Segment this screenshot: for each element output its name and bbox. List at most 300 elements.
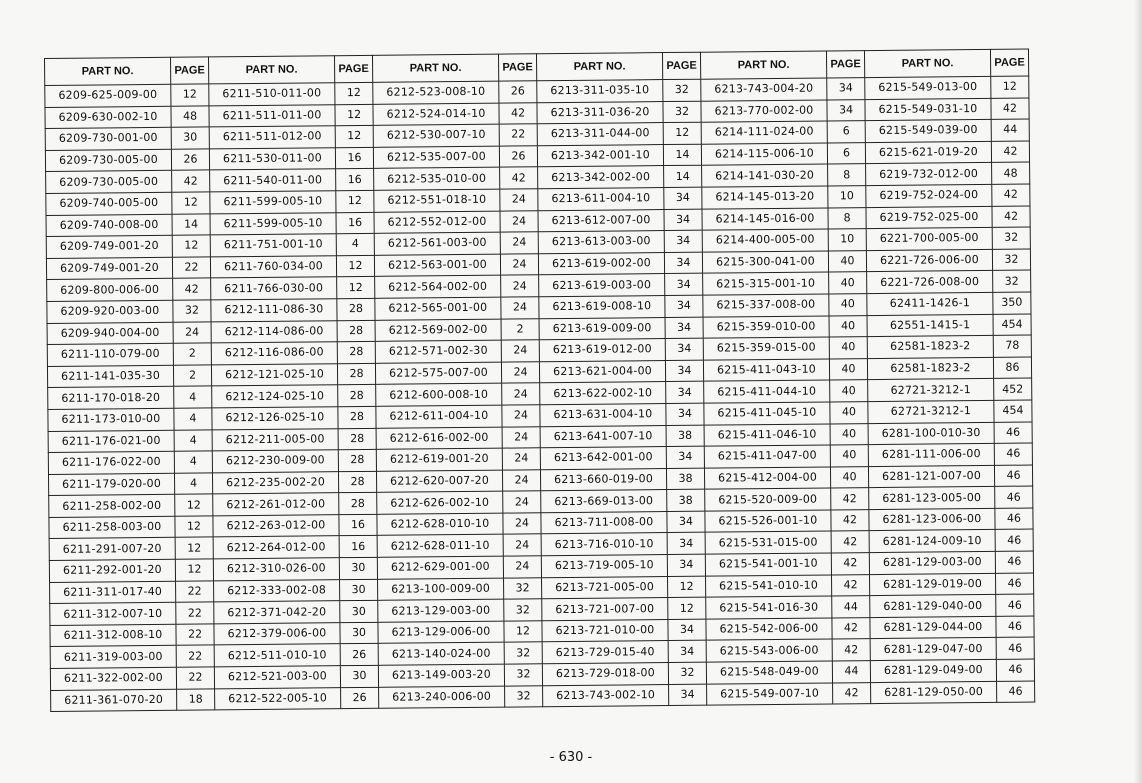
page-cell: 454	[994, 400, 1032, 422]
part-number-cell: 6209-625-009-00	[45, 84, 171, 107]
part-number-cell: 6215-411-046-10	[704, 423, 830, 446]
page-cell: 46	[995, 573, 1033, 595]
part-number-cell: 6215-548-049-00	[706, 661, 832, 684]
part-number-cell: 6211-170-018-20	[48, 387, 174, 410]
page-cell: 44	[832, 596, 870, 618]
page-cell: 42	[831, 553, 869, 575]
page-cell: 34	[666, 446, 704, 468]
page-cell: 12	[335, 126, 373, 148]
page-cell: 28	[338, 428, 376, 450]
page-cell: 40	[829, 358, 867, 380]
page-cell: 4	[174, 451, 212, 473]
part-number-cell: 6209-740-008-00	[46, 214, 172, 237]
part-number-cell: 6213-729-018-00	[542, 663, 668, 686]
part-number-cell: 6212-571-002-30	[375, 340, 501, 363]
part-number-cell: 6213-619-009-00	[539, 317, 665, 340]
page-cell: 26	[171, 149, 209, 171]
page-cell: 34	[666, 381, 704, 403]
part-number-cell: 6213-140-024-00	[378, 643, 504, 666]
part-number-cell: 6281-123-006-00	[869, 508, 995, 531]
part-number-cell: 6212-611-004-10	[376, 405, 502, 428]
part-number-cell: 6213-729-015-40	[542, 641, 668, 664]
page-header: PAGE	[990, 49, 1028, 76]
page-header: PAGE	[826, 51, 864, 78]
page-cell: 34	[664, 209, 702, 231]
page-cell: 38	[666, 468, 704, 490]
part-number-cell: 6211-258-003-00	[49, 516, 175, 539]
part-number-cell: 6209-800-006-00	[47, 279, 173, 302]
part-number-cell: 6212-551-018-10	[374, 189, 500, 212]
page-cell: 44	[991, 119, 1029, 141]
part-number-cell: 6211-766-030-00	[211, 277, 337, 300]
part-number-cell: 6211-511-011-00	[209, 104, 335, 127]
part-number-cell: 6215-526-001-10	[705, 510, 831, 533]
page-cell: 24	[501, 297, 539, 319]
part-number-cell: 6212-263-012-00	[213, 515, 339, 538]
part-number-cell: 6212-523-008-10	[373, 81, 499, 104]
page-cell: 12	[175, 494, 213, 516]
part-number-cell: 6212-524-014-10	[373, 103, 499, 126]
parts-index-table-container	[44, 58, 1029, 712]
part-number-cell: 6212-261-012-00	[213, 493, 339, 516]
part-number-cell: 6212-535-007-00	[373, 146, 499, 169]
part-number-cell: 6281-129-044-00	[870, 616, 996, 639]
page-cell: 22	[176, 667, 214, 689]
page-cell: 452	[994, 378, 1032, 400]
part-number-cell: 6213-642-001-00	[540, 447, 666, 470]
part-number-cell: 6215-541-016-30	[706, 596, 832, 619]
part-number-cell: 6281-129-047-00	[870, 638, 996, 661]
part-number-cell: 6221-700-005-00	[866, 228, 992, 251]
part-number-cell: 6215-621-019-20	[865, 141, 991, 164]
part-number-cell: 6212-124-025-10	[212, 385, 338, 408]
page-cell: 12	[991, 76, 1029, 98]
page-cell: 32	[504, 599, 542, 621]
part-number-cell: 62581-1823-2	[867, 357, 993, 380]
page-cell: 24	[503, 513, 541, 535]
page-cell: 28	[337, 363, 375, 385]
page-cell: 34	[665, 360, 703, 382]
part-number-cell: 6213-770-002-00	[701, 100, 827, 123]
part-number-cell: 6212-565-001-00	[375, 297, 501, 320]
page-cell: 30	[171, 127, 209, 149]
page-cell: 12	[335, 104, 373, 126]
page-cell: 32	[505, 685, 543, 707]
part-number-cell: 6215-411-044-10	[704, 380, 830, 403]
part-number-cell: 6211-176-022-00	[48, 451, 174, 474]
page-cell: 40	[830, 445, 868, 467]
part-number-cell: 6281-111-006-00	[868, 443, 994, 466]
part-number-cell: 6213-622-002-10	[540, 382, 666, 405]
part-number-cell: 6281-129-049-00	[870, 659, 996, 682]
part-number-cell: 6212-379-006-00	[214, 623, 340, 646]
page-header: PAGE	[498, 54, 536, 81]
page-cell: 44	[832, 661, 870, 683]
page-cell: 24	[503, 534, 541, 556]
part-number-cell: 6215-549-013-00	[865, 76, 991, 99]
part-number-cell: 6214-141-030-20	[702, 164, 828, 187]
page-cell: 6	[827, 121, 865, 143]
page-cell: 24	[502, 426, 540, 448]
page-cell: 42	[499, 102, 537, 124]
page-cell: 40	[830, 380, 868, 402]
page-cell: 4	[174, 429, 212, 451]
part-number-cell: 6211-530-011-00	[209, 147, 335, 170]
page-cell: 16	[335, 147, 373, 169]
scan-edge-shadow	[1134, 0, 1142, 783]
page-cell: 46	[994, 422, 1032, 444]
part-number-cell: 6281-129-003-00	[869, 551, 995, 574]
part-number-cell: 6213-619-003-00	[539, 274, 665, 297]
part-number-cell: 6211-176-021-00	[48, 430, 174, 453]
page-cell: 34	[664, 187, 702, 209]
page-cell: 28	[337, 298, 375, 320]
part-number-cell: 6212-535-010-00	[374, 168, 500, 191]
page-cell: 28	[339, 493, 377, 515]
part-number-cell: 6209-730-005-00	[45, 149, 171, 172]
page-cell: 34	[827, 99, 865, 121]
page-cell: 32	[663, 101, 701, 123]
part-number-cell: 6212-561-003-00	[374, 232, 500, 255]
part-number-cell: 6281-129-050-00	[871, 681, 997, 704]
page-cell: 34	[667, 511, 705, 533]
page-cell: 24	[503, 556, 541, 578]
page-number: - 630 -	[549, 750, 593, 765]
page-cell: 12	[171, 84, 209, 106]
page-cell: 34	[667, 533, 705, 555]
part-number-cell: 6215-541-001-10	[705, 553, 831, 576]
page-cell: 12	[335, 82, 373, 104]
page-cell: 28	[338, 406, 376, 428]
page-cell: 24	[500, 189, 538, 211]
page-cell: 22	[499, 124, 537, 146]
part-number-cell: 6211-751-001-10	[210, 234, 336, 257]
page-header: PAGE	[170, 57, 208, 84]
part-number-cell: 6213-716-010-10	[541, 533, 667, 556]
part-number-cell: 6212-626-002-10	[377, 491, 503, 514]
part-number-cell: 6212-121-025-10	[211, 363, 337, 386]
part-number-cell: 6215-531-015-00	[705, 531, 831, 554]
part-number-cell: 6215-300-041-00	[702, 251, 828, 274]
page-cell: 40	[829, 272, 867, 294]
part-number-cell: 6213-129-006-00	[378, 621, 504, 644]
part-number-cell: 6211-599-005-10	[210, 212, 336, 235]
part-number-cell: 6214-400-005-00	[702, 229, 828, 252]
page-cell: 34	[665, 274, 703, 296]
part-number-cell: 6213-721-005-00	[542, 576, 668, 599]
part-number-cell: 6211-510-011-00	[209, 83, 335, 106]
parts-index-table	[44, 49, 1035, 713]
part-number-cell: 6213-613-003-00	[538, 231, 664, 254]
page-cell: 12	[337, 277, 375, 299]
part-number-cell: 6213-129-003-00	[378, 599, 504, 622]
page-cell: 16	[336, 169, 374, 191]
part-number-cell: 6213-612-007-00	[538, 209, 664, 232]
page-cell: 42	[173, 278, 211, 300]
part-number-cell: 6281-129-019-00	[869, 573, 995, 596]
page-cell: 34	[664, 230, 702, 252]
part-number-cell: 6211-141-035-30	[47, 365, 173, 388]
part-number-cell: 6212-116-086-00	[211, 342, 337, 365]
page-cell: 12	[175, 516, 213, 538]
part-number-cell: 6211-599-005-10	[210, 191, 336, 214]
page-cell: 10	[828, 229, 866, 251]
part-number-cell: 6213-721-010-00	[542, 619, 668, 642]
part-number-cell: 6213-711-008-00	[541, 511, 667, 534]
part-number-cell: 6212-310-026-00	[213, 558, 339, 581]
page-cell: 42	[832, 617, 870, 639]
part-number-cell: 6213-311-044-00	[537, 123, 663, 146]
page-cell: 454	[993, 314, 1031, 336]
page-cell: 42	[831, 509, 869, 531]
page-cell: 12	[668, 597, 706, 619]
page-cell: 24	[503, 491, 541, 513]
page-cell: 24	[502, 469, 540, 491]
part-number-cell: 6214-115-006-10	[701, 143, 827, 166]
page-cell: 38	[667, 489, 705, 511]
page-cell: 12	[663, 122, 701, 144]
part-number-cell: 6281-124-009-10	[869, 530, 995, 553]
part-number-cell: 6213-311-036-20	[537, 101, 663, 124]
part-number-cell: 62721-3212-1	[868, 400, 994, 423]
part-number-cell: 6211-179-020-00	[48, 473, 174, 496]
part-number-cell: 6215-359-015-00	[703, 337, 829, 360]
page-cell: 30	[339, 557, 377, 579]
page-cell: 30	[340, 579, 378, 601]
part-number-cell: 6212-629-001-00	[377, 556, 503, 579]
page-cell: 28	[337, 320, 375, 342]
part-number-cell: 6215-411-045-10	[704, 402, 830, 425]
part-number-cell: 6212-628-010-10	[377, 513, 503, 536]
part-number-cell: 6213-719-005-10	[541, 555, 667, 578]
part-number-cell: 6212-264-012-00	[213, 536, 339, 559]
page-cell: 46	[996, 616, 1034, 638]
part-number-cell: 6211-311-017-40	[50, 581, 176, 604]
part-number-cell: 6215-411-047-00	[704, 445, 830, 468]
part-number-cell: 6212-530-007-10	[373, 124, 499, 147]
page-cell: 42	[833, 682, 871, 704]
part-no-header: PART NO.	[700, 51, 826, 79]
page-cell: 26	[341, 687, 379, 709]
page-cell: 24	[501, 361, 539, 383]
page-cell: 40	[829, 337, 867, 359]
part-number-cell: 6212-600-008-10	[376, 383, 502, 406]
part-number-cell: 6211-760-034-00	[210, 255, 336, 278]
page-cell: 14	[664, 166, 702, 188]
part-number-cell: 6281-121-007-00	[868, 465, 994, 488]
page-cell: 16	[336, 212, 374, 234]
part-number-cell: 6215-411-043-10	[703, 359, 829, 382]
part-number-cell: 6209-740-005-00	[46, 192, 172, 215]
page-cell: 40	[830, 466, 868, 488]
part-number-cell: 6212-126-025-10	[212, 407, 338, 430]
page-cell: 12	[175, 537, 213, 559]
page-cell: 32	[173, 300, 211, 322]
page-cell: 34	[827, 78, 865, 100]
part-no-header: PART NO.	[45, 57, 171, 85]
page-cell: 24	[501, 340, 539, 362]
page-cell: 34	[666, 403, 704, 425]
page-cell: 46	[996, 659, 1034, 681]
page-cell: 42	[992, 206, 1030, 228]
part-number-cell: 6211-312-007-10	[50, 603, 176, 626]
page-cell: 34	[669, 684, 707, 706]
part-number-cell: 6212-564-002-00	[375, 275, 501, 298]
part-number-cell: 6212-569-002-00	[375, 319, 501, 342]
part-number-cell: 6213-611-004-10	[538, 188, 664, 211]
page-cell: 22	[172, 257, 210, 279]
page-cell: 32	[993, 270, 1031, 292]
part-number-cell: 6211-258-002-00	[49, 495, 175, 518]
page-cell: 4	[336, 233, 374, 255]
page-cell: 16	[339, 514, 377, 536]
part-number-cell: 6211-511-012-00	[209, 126, 335, 149]
page-cell: 42	[991, 141, 1029, 163]
part-number-cell: 6215-520-009-00	[705, 488, 831, 511]
page-cell: 46	[996, 637, 1034, 659]
page-cell: 46	[995, 486, 1033, 508]
part-number-cell: 6213-660-019-00	[540, 468, 666, 491]
part-number-cell: 6212-619-001-20	[376, 448, 502, 471]
part-number-cell: 6212-575-007-00	[375, 362, 501, 385]
page-cell: 32	[992, 227, 1030, 249]
page-cell: 34	[665, 317, 703, 339]
part-number-cell: 6213-641-007-10	[540, 425, 666, 448]
part-number-cell: 62581-1823-2	[867, 336, 993, 359]
page-cell: 48	[171, 106, 209, 128]
page-cell: 46	[997, 681, 1035, 703]
page-cell: 42	[832, 639, 870, 661]
part-number-cell: 6215-541-010-10	[706, 575, 832, 598]
part-number-cell: 6213-240-006-00	[379, 686, 505, 709]
page-cell: 42	[172, 170, 210, 192]
page-cell: 40	[829, 315, 867, 337]
page-cell: 28	[338, 385, 376, 407]
page-cell: 12	[504, 621, 542, 643]
part-number-cell: 6215-542-006-00	[706, 618, 832, 641]
page-cell: 24	[502, 448, 540, 470]
part-number-cell: 6212-235-002-20	[212, 471, 338, 494]
page-cell: 42	[831, 574, 869, 596]
page-cell: 24	[500, 254, 538, 276]
page-cell: 24	[173, 321, 211, 343]
part-number-cell: 6209-749-001-20	[46, 257, 172, 280]
page-cell: 34	[667, 554, 705, 576]
part-number-cell: 6209-730-005-00	[46, 171, 172, 194]
page-cell: 86	[993, 357, 1031, 379]
part-number-cell: 6212-211-005-00	[212, 428, 338, 451]
part-number-cell: 6211-291-007-20	[49, 538, 175, 561]
part-number-cell: 6215-412-004-00	[704, 467, 830, 490]
part-number-cell: 6215-549-007-10	[707, 683, 833, 706]
table-body	[45, 76, 1035, 712]
page-cell: 12	[172, 235, 210, 257]
page-cell: 24	[502, 405, 540, 427]
page-cell: 2	[173, 365, 211, 387]
part-number-cell: 62721-3212-1	[868, 379, 994, 402]
page-cell: 4	[174, 408, 212, 430]
part-number-cell: 6209-940-004-00	[47, 322, 173, 345]
page-header: PAGE	[334, 55, 372, 82]
page-cell: 42	[991, 98, 1029, 120]
part-number-cell: 6213-619-002-00	[538, 252, 664, 275]
part-number-cell: 6211-319-003-00	[50, 646, 176, 669]
part-number-cell: 6214-111-024-00	[701, 121, 827, 144]
page-cell: 32	[504, 664, 542, 686]
page-cell: 12	[336, 255, 374, 277]
part-number-cell: 6219-732-012-00	[866, 163, 992, 186]
part-no-header: PART NO.	[864, 49, 990, 77]
page-cell: 40	[830, 402, 868, 424]
part-number-cell: 6212-521-003-00	[214, 666, 340, 689]
page-cell: 32	[663, 79, 701, 101]
page-cell: 24	[501, 275, 539, 297]
page-cell: 24	[502, 383, 540, 405]
part-number-cell: 6212-114-086-00	[211, 320, 337, 343]
part-number-cell: 6281-100-010-30	[868, 422, 994, 445]
page-cell: 8	[828, 164, 866, 186]
page-cell: 6	[827, 142, 865, 164]
page-cell: 42	[831, 531, 869, 553]
part-number-cell: 6221-726-006-00	[866, 249, 992, 272]
page-cell: 14	[663, 144, 701, 166]
page-cell: 18	[177, 689, 215, 711]
part-number-cell: 6209-749-001-20	[46, 235, 172, 258]
part-number-cell: 6209-920-003-00	[47, 300, 173, 323]
part-no-header: PART NO.	[536, 53, 662, 81]
part-number-cell: 6213-631-004-10	[540, 403, 666, 426]
page-header: PAGE	[662, 52, 700, 79]
page-cell: 30	[340, 665, 378, 687]
part-number-cell: 6213-619-012-00	[539, 339, 665, 362]
page-cell: 40	[830, 423, 868, 445]
page-cell: 78	[993, 335, 1031, 357]
part-number-cell: 6281-129-040-00	[870, 595, 996, 618]
part-number-cell: 6281-123-005-00	[869, 487, 995, 510]
page-cell: 42	[831, 488, 869, 510]
page-cell: 46	[994, 465, 1032, 487]
part-number-cell: 6212-511-010-10	[214, 644, 340, 667]
part-number-cell: 6212-522-005-10	[215, 687, 341, 710]
page-cell: 30	[340, 622, 378, 644]
part-number-cell: 6211-322-002-00	[50, 667, 176, 690]
part-number-cell: 6215-543-006-00	[706, 639, 832, 662]
part-number-cell: 6219-752-024-00	[866, 184, 992, 207]
page-cell: 26	[499, 81, 537, 103]
page-cell: 14	[172, 213, 210, 235]
page-cell: 48	[992, 162, 1030, 184]
part-number-cell: 6212-628-011-10	[377, 535, 503, 558]
page-cell: 16	[339, 536, 377, 558]
page-cell: 38	[666, 425, 704, 447]
page-cell: 12	[175, 559, 213, 581]
page-cell: 22	[176, 581, 214, 603]
page-cell: 34	[664, 252, 702, 274]
part-number-cell: 6212-563-001-00	[374, 254, 500, 277]
page-cell: 12	[336, 190, 374, 212]
page-cell: 12	[172, 192, 210, 214]
page-cell: 28	[338, 449, 376, 471]
part-number-cell: 6212-230-009-00	[212, 450, 338, 473]
page-cell: 30	[340, 601, 378, 623]
part-number-cell: 6211-540-011-00	[210, 169, 336, 192]
part-number-cell: 6212-333-002-08	[214, 579, 340, 602]
part-number-cell: 62411-1426-1	[867, 292, 993, 315]
part-number-cell: 6213-621-004-00	[539, 360, 665, 383]
part-number-cell: 6215-337-008-00	[703, 294, 829, 317]
page-cell: 2	[173, 343, 211, 365]
part-number-cell: 6209-730-001-00	[45, 127, 171, 150]
